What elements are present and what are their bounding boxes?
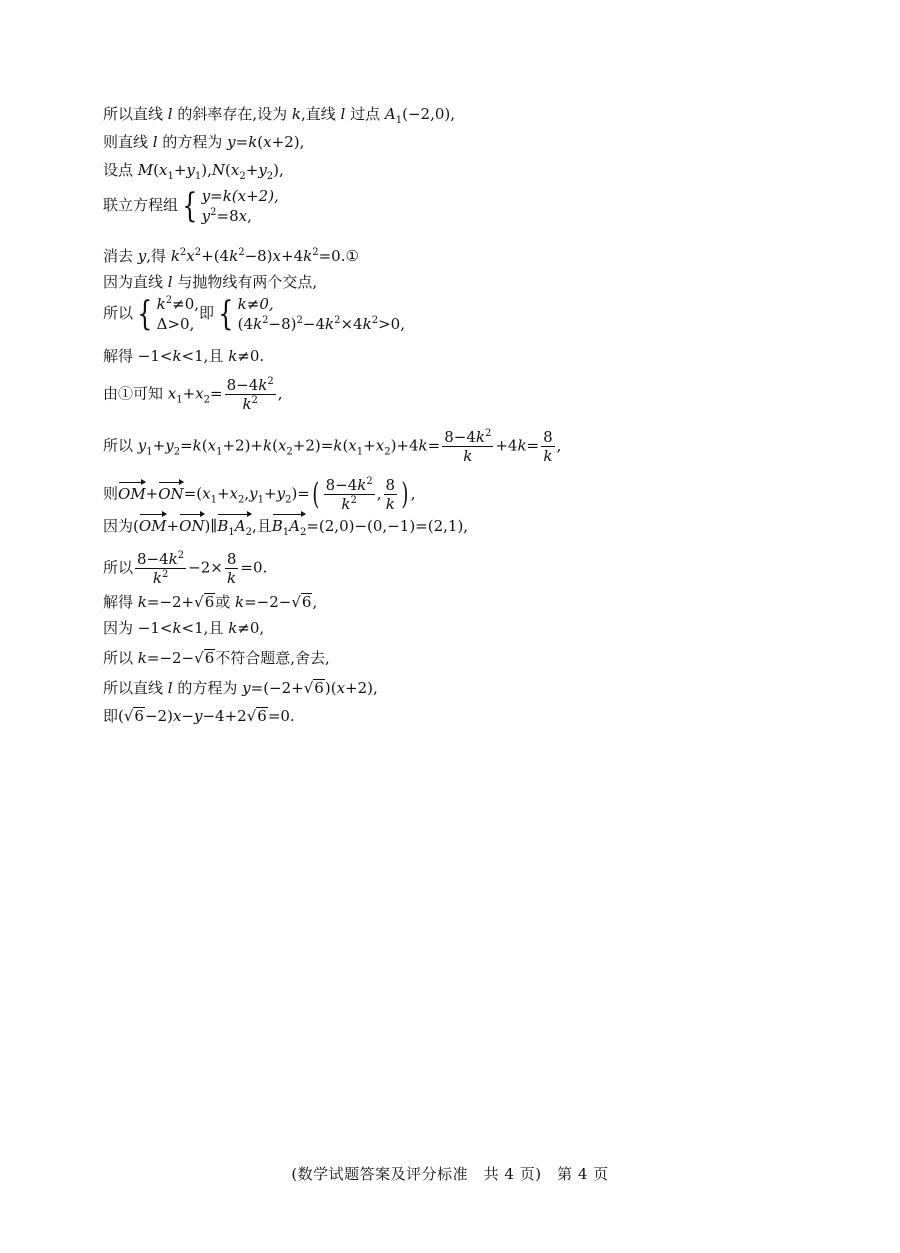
superscript: 2 [371,315,379,326]
sqrt-radicand: 6 [257,707,267,725]
text: 所以直线 [103,105,168,123]
subscript: 2 [239,171,246,182]
text: )= [291,484,310,503]
solution-line-2 [103,132,304,152]
superscript: 2 [194,247,202,258]
var-y: y [242,679,251,697]
text: + [182,384,196,403]
sqrt-sign: √ [291,593,301,611]
subscript: 2 [203,394,211,406]
superscript: 2 [484,428,492,439]
text: = [180,436,193,455]
fraction [225,376,276,413]
text: (−2,0), [402,105,456,123]
sqrt-radicand: 6 [204,649,215,667]
var-k: k [303,247,313,265]
text: 所以 [103,558,134,577]
var-y: y [186,161,195,179]
solution-line-10 [103,428,561,465]
denominator [339,495,358,513]
var-k: k [242,395,252,413]
left-brace: { [137,294,153,334]
solution-line-5 [103,246,359,266]
var-k: k [263,436,273,455]
var-x: x [277,436,287,455]
subscript: 2 [299,527,307,538]
point-N: N [211,161,226,179]
text: =( [183,484,203,503]
text: 所以直线 [103,679,168,697]
numerator [135,550,186,569]
text: +4 [281,247,304,265]
text: 的斜率存在,设为 [172,105,292,123]
subscript: 1 [282,527,290,538]
superscript: 2 [296,315,303,326]
vector-B1A2 [272,516,307,536]
text: 8−4 [226,376,259,394]
text: + [245,161,259,179]
text: 的方程为 [172,679,243,697]
numerator: 8 [543,428,553,446]
text: ( [201,436,208,455]
condition-system-expanded [214,294,405,334]
var-x: x [336,679,346,697]
superscript: 2 [312,247,319,258]
var-x: x [202,484,211,503]
var-k: k [172,347,182,365]
text: 或 [215,593,236,611]
text: ( [153,161,159,179]
text: ≠0. [237,347,265,365]
text: ( [225,161,231,179]
text: = [235,133,249,151]
superscript: 2 [267,376,274,387]
text: 即( [103,707,124,725]
page-footer: (数学试题答案及评分标准 共 4 页) 第 4 页 [291,1165,609,1183]
text: =−2− [244,593,292,611]
system-row-2: Δ>0, [156,315,195,333]
solution-line-7 [103,294,405,334]
point-A: A [289,517,300,535]
text: +2)+ [222,436,263,455]
var-x: x [230,161,240,179]
text: ,且 [251,517,272,535]
system-row-1: y=k(x+2), [201,187,279,205]
var-x: x [272,247,281,265]
superscript: 2 [179,247,187,258]
var-l: l [340,105,346,123]
text: 8−4 [325,476,358,494]
var-x: x [207,436,217,455]
solution-line-12 [103,516,468,536]
text: )( [324,679,337,697]
point-B: B [217,517,229,535]
sqrt-sign: √ [194,593,204,611]
numerator: 8 [385,476,396,494]
superscript: 2 [350,495,357,506]
subscript: 1 [210,494,217,506]
subscript: 1 [228,527,235,538]
text: +2)= [292,436,334,455]
equation-system [178,186,279,226]
text: + [173,161,187,179]
sqrt-radicand: 6 [204,593,215,611]
var-k: k [418,436,428,455]
text: , [247,207,252,225]
var-k: k [172,619,182,637]
system-row-1 [157,294,199,314]
text: 设点 [103,161,138,179]
right-paren: ) [401,476,409,512]
superscript: 2 [251,395,258,406]
text: +2), [345,679,378,697]
var-y: y [193,707,203,725]
text: =0.① [318,247,359,265]
subscript: 2 [384,446,391,458]
text: +4 [495,436,518,455]
text: =0. [240,558,268,577]
sqrt-radicand: 6 [314,679,324,697]
numerator [442,428,493,447]
numerator [225,376,276,395]
text: + [145,484,159,503]
var-k: k [192,436,202,455]
text: =8 [216,207,239,225]
text: + [152,436,166,455]
superscript: 2 [366,476,373,487]
var-k: k [137,649,147,667]
left-brace: { [182,186,198,226]
superscript: 2 [334,315,341,326]
left-brace: { [218,294,234,334]
superscript: 2 [210,207,217,218]
superscript: 2 [177,550,185,561]
subscript: 1 [146,446,153,458]
text: = [427,436,441,455]
text: , [244,484,250,503]
text: ( [272,436,278,455]
point-A: A [234,517,246,535]
text: >0, [378,315,405,333]
system-row-2 [238,314,405,334]
sqrt-radicand: 6 [134,707,144,725]
text: 8−4 [444,428,476,446]
text: 因为( [103,517,139,535]
text: 过点 [345,105,385,123]
text: =(2,0)−(0,−1)=(2,1), [306,517,469,535]
sqrt-radicand: 6 [301,593,312,611]
solution-line-15 [103,618,264,638]
var-x: x [263,133,272,151]
var-k: k [235,593,245,611]
fraction [135,550,186,587]
text: =−2− [146,649,195,667]
var-k: k [333,436,343,455]
text: , [312,593,318,611]
superscript: 2 [238,247,245,258]
text: 所以 [103,436,138,455]
var-k: k [357,476,367,494]
subscript: 1 [395,115,403,126]
var-k: k [248,133,258,151]
sqrt-sign: √ [194,649,204,667]
condition-system [133,294,199,334]
text: 因为 −1< [103,619,173,637]
vector-ON: ON [179,517,205,535]
text: , [410,484,416,503]
var-k: k [137,593,147,611]
vector-B1A2 [217,516,252,536]
text: ( [257,133,264,151]
solution-line-6 [103,272,317,292]
text: )+4 [390,436,419,455]
var-k: k [152,569,162,587]
var-x: x [238,207,248,225]
superscript: 2 [262,315,269,326]
fraction [324,476,375,513]
sqrt-sign: √ [123,707,134,725]
denominator: k [385,495,395,513]
text: (4 [237,315,254,333]
var-k: k [253,315,263,333]
text: =−2+ [146,593,195,611]
var-y: y [276,484,286,503]
text: +(4 [201,247,230,265]
solution-line-8 [103,346,264,366]
var-y: y [258,161,267,179]
fraction [442,428,493,465]
denominator: k [543,447,553,465]
subscript: 1 [356,446,364,458]
point-M: M [137,161,154,179]
var-k: k [341,495,351,513]
sqrt-sign: √ [303,679,314,697]
text: 解得 −1< [103,347,173,365]
text: <1,且 [181,619,229,637]
var-x: x [229,484,238,503]
var-x: x [348,436,357,455]
var-y: y [165,436,174,455]
text: )∥ [204,517,218,535]
text: ≠0, [172,295,200,313]
solution-line-13 [103,550,267,587]
var-l: l [167,105,173,123]
text: 则 [103,484,119,503]
subscript: 1 [257,494,265,506]
var-x: x [195,384,204,403]
solution-line-11 [103,476,416,513]
text: =(−2+ [250,679,304,697]
point-B: B [271,517,283,535]
text: 不符合题意,舍去, [215,649,330,667]
solution-line-17 [103,678,378,698]
text: ×4 [340,315,363,333]
text: 联立方程组 [103,196,179,214]
var-k: k [362,315,372,333]
text: ≠0, [237,619,265,637]
text: ), [201,161,212,179]
subscript: 2 [285,494,292,506]
var-l: l [152,133,158,151]
fraction [541,428,555,465]
var-y: y [137,247,147,265]
vector-ON: ON [158,484,184,503]
var-k: k [156,295,166,313]
var-k: k [325,315,335,333]
text: , [376,484,382,503]
text: − [181,707,194,725]
var-x: x [167,384,177,403]
system-row-2 [202,206,279,226]
text: −4 [302,315,326,333]
text: 由①可知 [103,384,168,403]
text: 因为直线 [103,273,168,291]
var-y: y [137,436,147,455]
text: 解得 [103,593,138,611]
fraction [225,550,239,587]
var-x: x [159,161,168,179]
text: = [526,436,540,455]
sqrt-sign: √ [246,707,257,725]
superscript: 2 [161,569,169,580]
text: 消去 [103,247,138,265]
denominator [151,569,170,587]
denominator: k [227,569,237,587]
solution-line-1 [103,104,455,124]
solution-line-18 [103,706,295,726]
subscript: 2 [238,494,245,506]
var-k: k [168,550,178,568]
text: +2), [271,133,305,151]
subscript: 2 [173,446,181,458]
var-l: l [167,679,173,697]
subscript: 2 [286,446,293,458]
text: −2) [144,707,173,725]
vector-OM: OM [138,517,167,535]
var-k: k [228,619,238,637]
var-y: y [227,133,236,151]
fraction [384,476,398,513]
text: −8) [244,247,273,265]
numerator [324,476,375,495]
text: −4+2 [202,707,247,725]
text: =0. [267,707,295,725]
text: , [556,436,562,455]
text: 的方程为 [157,133,228,151]
text: ), [273,161,284,179]
subscript: 1 [194,171,202,182]
var-x: x [172,707,182,725]
text: <1,且 [181,347,229,365]
text: 8−4 [137,550,169,568]
var-k: k [291,105,301,123]
numerator: 8 [226,550,237,568]
solution-line-3 [103,160,284,180]
solution-line-9 [103,376,283,413]
text: = [210,384,223,403]
system-row-1: k≠0, [237,295,274,313]
text: ,直线 [301,105,341,123]
denominator: k [463,447,473,465]
text: ,得 [146,247,171,265]
var-k: k [258,376,268,394]
text: + [363,436,376,455]
point-A: A [384,105,396,123]
solution-line-4 [103,186,279,226]
text: ( [342,436,349,455]
var-k: k [475,428,485,446]
subscript: 1 [167,171,174,182]
var-k: k [229,247,239,265]
var-k: k [170,247,180,265]
denominator [240,395,259,413]
vector-OM: OM [118,484,146,503]
var-x: x [375,436,385,455]
text: , [277,384,283,403]
var-k: k [517,436,527,455]
text: + [264,484,277,503]
solution-line-16 [103,648,330,668]
text: 与抛物线有两个交点, [172,273,318,291]
subscript: 1 [216,446,223,458]
subscript: 2 [245,527,252,538]
var-l: l [167,273,173,291]
subscript: 1 [176,394,183,406]
var-x: x [186,247,195,265]
text: 则直线 [103,133,153,151]
var-k: k [228,347,238,365]
text: −8) [268,315,297,333]
text: + [216,484,230,503]
solution-line-14 [103,592,317,612]
text: −2× [188,558,223,577]
left-paren: ( [312,476,320,512]
subscript: 2 [266,171,274,182]
superscript: 2 [165,295,173,306]
var-y: y [249,484,258,503]
text: + [166,517,180,535]
text: 所以 [103,649,138,667]
text: 所以 [103,304,134,322]
text: 即 [199,304,215,322]
var-y: y [201,207,211,225]
